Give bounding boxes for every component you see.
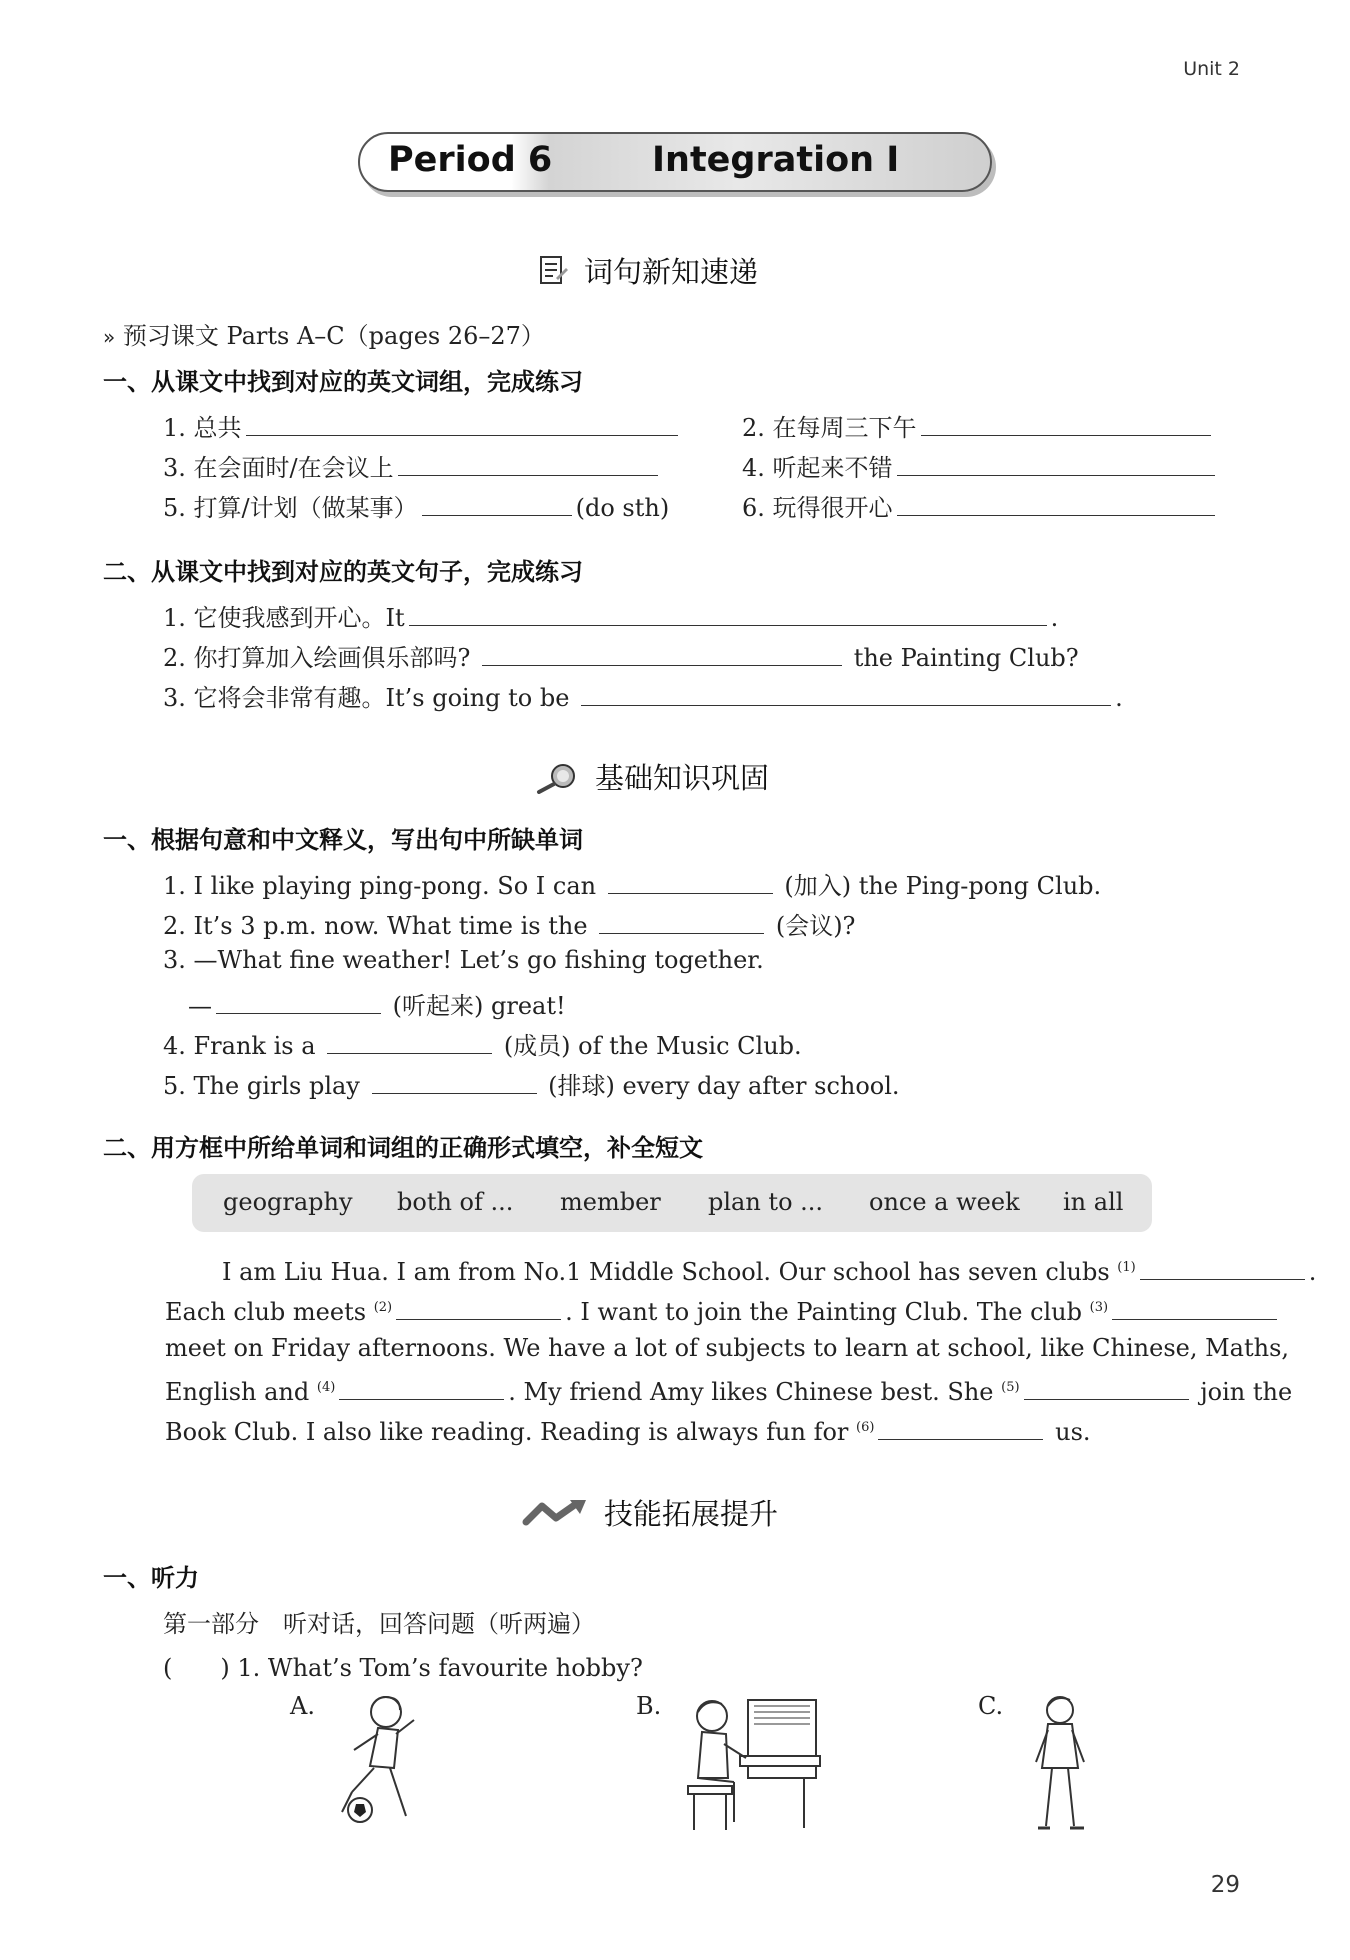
- answer-blank[interactable]: [422, 493, 572, 516]
- option-b-label: B.: [636, 1692, 662, 1720]
- passage-line-1: I am Liu Hua. I am from No.1 Middle School. Our school has seven clubs $^{(1)}$ .: [222, 1258, 1317, 1286]
- word-option: once a week: [869, 1188, 1020, 1216]
- phrase-item-1: 1. 总共: [163, 408, 682, 443]
- answer-blank[interactable]: [372, 1071, 537, 1094]
- fill-item-1: 1. I like playing ping-pong. So I can (加入) the Ping-pong Club.: [163, 872, 1102, 900]
- phrase-item-3: 3. 在会面时/在会议上: [163, 448, 662, 483]
- trend-arrow-icon: [522, 1498, 590, 1535]
- section-title-text: 基础知识巩固: [595, 761, 770, 795]
- passage-line-2: Each club meets $^{(2)}$ . I want to join the Painting Club. The club $^{(3)}$: [165, 1288, 1281, 1332]
- boy-playing-football-image[interactable]: [320, 1688, 430, 1830]
- phrase-item-5: 5. 打算/计划（做某事） (do sth): [163, 494, 670, 522]
- word-box: [192, 1174, 1152, 1232]
- section-title-text: 技能拓展提升: [604, 1497, 779, 1531]
- answer-blank[interactable]: [327, 1031, 492, 1054]
- answer-blank[interactable]: [599, 911, 764, 934]
- section-title-vocab: [538, 250, 758, 295]
- period-label: Period 6: [388, 140, 553, 180]
- answer-blank[interactable]: [1140, 1257, 1305, 1280]
- passage-line-4: English and $^{(4)}$ . My friend Amy likes Chinese best. She $^{(5)}$ join the: [165, 1378, 1293, 1406]
- fill-item-2: 2. It’s 3 p.m. now. What time is the (会议)?: [163, 912, 856, 940]
- double-chevron-icon: »: [103, 325, 116, 349]
- answer-blank[interactable]: [396, 1297, 561, 1320]
- passage-line-3: meet on Friday afternoons. We have a lot of subjects to learn at school, like Chinese, Maths,: [165, 1334, 1290, 1362]
- q-title-missing-words: 一、根据句意和中文释义，写出句中所缺单词: [103, 826, 583, 854]
- listening-question-1: ( ) 1. What’s Tom’s favourite hobby?: [163, 1654, 643, 1682]
- answer-blank[interactable]: [878, 1417, 1043, 1440]
- answer-paren[interactable]: ( ): [163, 1654, 230, 1682]
- answer-blank[interactable]: [581, 683, 1111, 706]
- listening-part-1: 第一部分 听对话，回答问题（听两遍）: [163, 1610, 595, 1638]
- fill-item-4: 4. Frank is a (成员) of the Music Club.: [163, 1032, 802, 1060]
- phrase-item-2: 2. 在每周三下午: [742, 408, 1215, 443]
- q-title-phrases: 一、从课文中找到对应的英文词组，完成练习: [103, 368, 583, 396]
- fill-item-5: 5. The girls play (排球) every day after school.: [163, 1072, 900, 1100]
- section-title-text: 词句新知速递: [584, 255, 759, 289]
- word-option: in all: [1063, 1188, 1124, 1216]
- page-number: 29: [1210, 1872, 1240, 1898]
- answer-blank[interactable]: [246, 413, 678, 436]
- period-title: Integration I: [652, 140, 900, 180]
- answer-blank[interactable]: [897, 453, 1215, 476]
- fill-item-3: 3. —What fine weather! Let’s go fishing together.: [163, 946, 764, 974]
- q-title-sentences: 二、从课文中找到对应的英文句子，完成练习: [103, 558, 583, 586]
- word-option: geography: [223, 1188, 353, 1216]
- q-title-listening: 一、听力: [103, 1564, 199, 1592]
- answer-blank[interactable]: [398, 453, 658, 476]
- sentence-item-2: 2. 你打算加入绘画俱乐部吗? the Painting Club?: [163, 644, 1079, 672]
- answer-blank[interactable]: [1024, 1377, 1189, 1400]
- preview-line: » 预习课文 Parts A–C（pages 26–27）: [103, 322, 545, 350]
- option-a-label: A.: [290, 1692, 315, 1720]
- section-title-basics: [535, 756, 769, 801]
- answer-blank[interactable]: [482, 643, 842, 666]
- unit-label: Unit 2: [1183, 58, 1240, 80]
- answer-blank[interactable]: [339, 1377, 504, 1400]
- boy-standing-image[interactable]: [1028, 1690, 1092, 1836]
- phrase-item-6: 6. 玩得很开心: [742, 488, 1219, 523]
- period-banner: [358, 132, 992, 192]
- answer-blank[interactable]: [216, 991, 381, 1014]
- q-title-passage: 二、用方框中所给单词和词组的正确形式填空，补全短文: [103, 1134, 703, 1162]
- answer-blank[interactable]: [897, 493, 1215, 516]
- fill-item-3b: — (听起来) great!: [188, 992, 566, 1020]
- option-c-label: C.: [978, 1692, 1004, 1720]
- answer-blank[interactable]: [608, 871, 773, 894]
- answer-blank[interactable]: [409, 603, 1047, 626]
- word-option: plan to ...: [708, 1188, 824, 1216]
- answer-blank[interactable]: [1112, 1297, 1277, 1320]
- word-option: member: [560, 1188, 661, 1216]
- sentence-item-1: 1. 它使我感到开心。It .: [163, 604, 1059, 632]
- section-title-skills: [522, 1492, 778, 1535]
- boy-playing-piano-image[interactable]: [684, 1692, 824, 1834]
- word-option: both of ...: [397, 1188, 514, 1216]
- magnifier-icon: [535, 760, 581, 801]
- answer-blank[interactable]: [921, 413, 1211, 436]
- phrase-item-4: 4. 听起来不错: [742, 448, 1219, 483]
- sentence-item-3: 3. 它将会非常有趣。It’s going to be .: [163, 684, 1123, 712]
- passage-line-5: Book Club. I also like reading. Reading is always fun for $^{(6)}$ us.: [165, 1418, 1091, 1446]
- document-icon: [538, 254, 570, 295]
